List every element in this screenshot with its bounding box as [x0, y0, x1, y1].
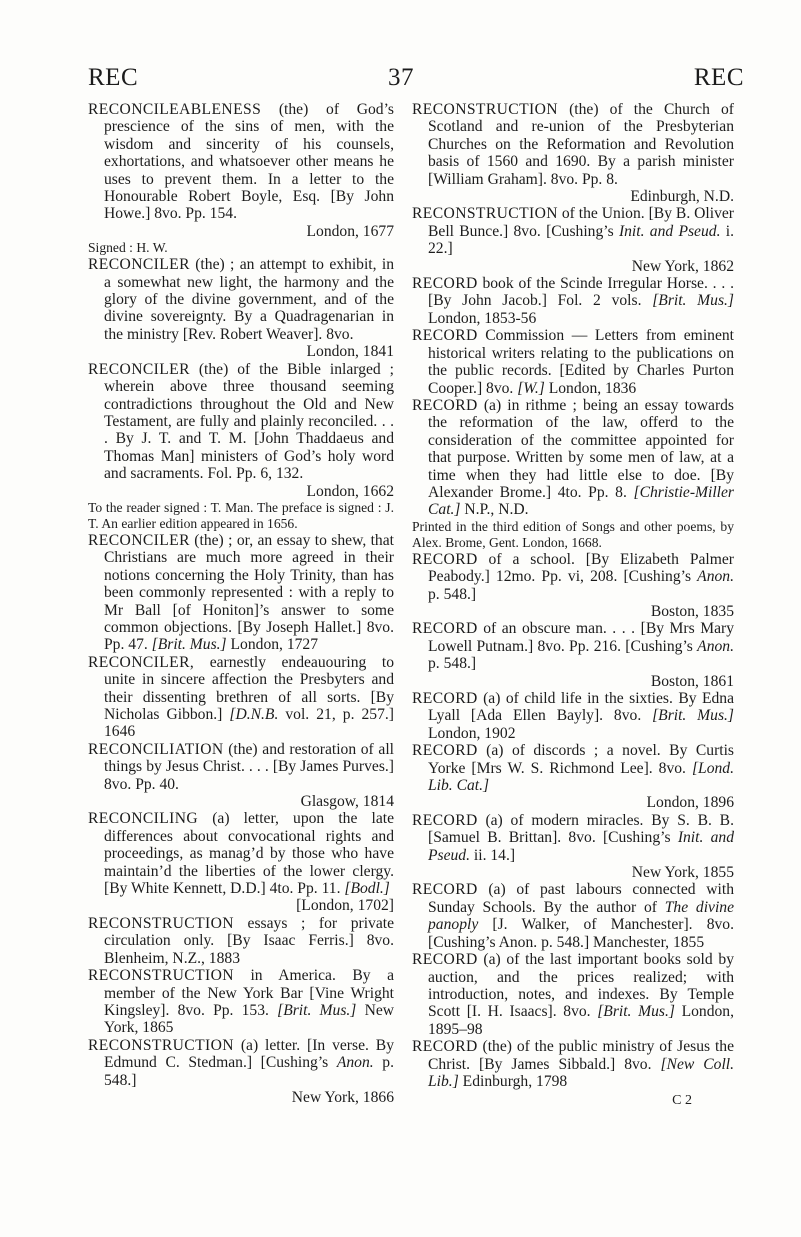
entry-tail: New York, 1865: [104, 1001, 395, 1037]
entry-heading: RECORD: [412, 951, 478, 969]
entry-imprint: London, 1677: [306, 222, 394, 240]
entry-source: [Brit. Mus.]: [652, 292, 734, 310]
header-right: REC: [693, 64, 744, 91]
header-left: REC: [88, 64, 139, 91]
entry-body: of a school. [By Elizabeth Palmer Peabody.] 12mo. Pp. vi, 208. [Cushing’s: [428, 550, 734, 586]
catalogue-entry: [88, 654, 394, 741]
entry-tail: [J. Walker, of Manchester]. 8vo. [Cushing’s Anon. p. 548.] Manchester, 1855: [428, 916, 734, 951]
catalogue-entry: [88, 361, 394, 532]
left-column: [88, 101, 394, 1106]
signature-mark: C 2: [672, 1093, 692, 1109]
catalogue-entry: [88, 1037, 394, 1107]
entry-tail: p. 548.]: [428, 585, 477, 603]
entry-heading: RECONCILING: [88, 810, 199, 828]
entry-tail: London, 1902: [428, 724, 516, 742]
entry-tail: London, 1895–98: [428, 1003, 734, 1038]
entry-imprint: London, 1662: [306, 482, 394, 500]
entry-heading: RECORD: [412, 550, 478, 568]
entry-source: The divine panoply: [428, 898, 735, 934]
entry-body: (the) ; or, an essay to shew, that Christians are much more agreed in their notions concerning the Holy Trinity, than has been commonly represented : with a reply to Mr Ball [of Honiton]’s answer to some common objections. [By Joseph Hallet.] 8vo. Pp. 47.: [104, 531, 394, 654]
entry-heading: RECONSTRUCTION: [412, 205, 558, 223]
entry-tail: i. 22.]: [428, 222, 734, 258]
entry-note: Printed in the third edition of Songs and other poems, by Alex. Brome, Gent. London, 1668.: [412, 518, 734, 550]
entry-source: Init. and Pseud.: [618, 222, 721, 240]
entry-source: [W.]: [517, 379, 545, 397]
entry-tail: London, 1853-56: [428, 309, 537, 327]
entry-imprint: [London, 1702]: [296, 897, 394, 915]
catalogue-entry: [412, 742, 734, 812]
catalogue-entry: [412, 551, 734, 621]
running-header: [0, 64, 801, 94]
entry-source: [New Coll. Lib.]: [428, 1055, 735, 1090]
entry-source: [Brit. Mus.]: [652, 707, 735, 725]
entry-imprint: London, 1841: [306, 343, 394, 361]
catalogue-entry: [412, 275, 734, 327]
catalogue-entry: [412, 620, 734, 690]
catalogue-entry: [412, 951, 734, 1038]
entry-source: Init. and Pseud.: [428, 829, 735, 864]
entry-imprint: New York, 1866: [291, 1088, 394, 1106]
entry-body: (a) of the last important books sold by auction, and the prices realized; with introduction, notes, and indexes. By Temple Scott [I. H. Isaacs]. 8vo.: [428, 951, 734, 1021]
right-column: [412, 101, 734, 1110]
catalogue-entry: [412, 101, 734, 205]
entry-imprint: London, 1896: [646, 794, 734, 812]
entry-imprint: New York, 1855: [631, 864, 734, 882]
entry-heading: RECONCILIATION: [88, 740, 224, 758]
entry-body: (a) of discords ; a novel. By Curtis Yorke [Mrs W. S. Richmond Lee]. 8vo.: [428, 742, 734, 777]
entry-heading: RECORD: [412, 690, 478, 707]
catalogue-entry: [88, 532, 394, 654]
entry-tail: vol. 21, p. 257.] 1646: [104, 706, 394, 741]
entry-source: [Brit. Mus.]: [597, 1003, 675, 1021]
entry-tail: Edinburgh, 1798: [458, 1072, 568, 1090]
entry-note: Signed : H. W.: [88, 240, 168, 256]
entry-heading: RECORD: [412, 881, 478, 899]
entry-tail: London, 1836: [544, 379, 637, 397]
catalogue-entry: [88, 967, 394, 1037]
catalogue-entry: [412, 881, 734, 951]
entry-body: (a) of modern miracles. By S. B. B. [Samuel B. Brittan]. 8vo. [Cushing’s: [428, 811, 734, 847]
catalogue-entry: [412, 812, 734, 882]
entry-source: [Brit. Mus.]: [151, 636, 227, 654]
catalogue-entry: [88, 741, 394, 811]
catalogue-entry: [88, 256, 394, 360]
entry-heading: RECONCILER: [88, 360, 190, 378]
entry-body: (the) of the Church of Scotland and re-union of the Presbyterian Churches on the Reformation and Revolution basis of 1560 and 1690. By a parish minister [William Graham]. 8vo. Pp. 8.: [428, 101, 734, 188]
entry-tail: London, 1727: [226, 636, 319, 654]
entry-heading: RECORD: [412, 396, 478, 414]
entry-heading: RECONSTRUCTION: [88, 1036, 234, 1054]
entry-body: book of the Scinde Irregular Horse. . . . [By John Jacob.] Fol. 2 vols.: [428, 275, 734, 310]
catalogue-entry: [412, 397, 734, 551]
entry-body: (the) of God’s prescience of the sins of men, with the wisdom and sincerity of his counsels, exhortations, and whatsoever other means he uses to prevent them. In a letter to the Honourable Robert Boyle, Esq. [By John Howe.] 8vo. Pp. 154.: [104, 101, 394, 223]
entry-heading: RECONCILEABLENESS: [88, 101, 262, 118]
entry-imprint: Boston, 1835: [650, 602, 734, 620]
entry-body: (the) and restoration of all things by Jesus Christ. . . . [By James Purves.] 8vo. Pp. 40.: [104, 740, 394, 793]
entry-source: Anon.: [336, 1054, 374, 1072]
entry-heading: RECORD: [412, 1038, 478, 1056]
entry-body: (a) letter. [In verse. By Edmund C. Stedman.] [Cushing’s: [104, 1036, 394, 1072]
entry-imprint: New York, 1862: [631, 257, 734, 275]
entry-imprint: Glasgow, 1814: [300, 793, 394, 811]
entry-body: (a) in rithme ; being an essay towards the reformation of the law, offerd to the consideration of the committee appointed for that purpose. Written by some men of law, at a time when they had little else to doe. [By Alexander Brome.] 4to. Pp. 8.: [428, 396, 734, 501]
entry-source: [Lond. Lib. Cat.]: [428, 759, 734, 795]
entry-body: in America. By a member of the New York Bar [Vine Wright Kingsley]. 8vo. Pp. 153.: [104, 967, 394, 1019]
entry-imprint: Boston, 1861: [650, 672, 734, 690]
catalogue-entry: [412, 327, 734, 397]
entry-source: [Brit. Mus.]: [277, 1001, 357, 1019]
entry-body: (a) of child life in the sixties. By Edna Lyall [Ada Ellen Bayly]. 8vo.: [428, 690, 734, 725]
entry-body: (a) letter, upon the late differences about convocational rights and proceedings, as manag’d by those who have maintain’d the liberties of the lower clergy. [By White Kennett, D.D.] 4to. Pp. 11.: [104, 810, 394, 898]
entry-body: essays ; for private circulation only. [By Isaac Ferris.] 8vo. Blenheim, N.Z., 1883: [104, 914, 394, 967]
entry-source: [Christie-Miller Cat.]: [428, 483, 734, 519]
entry-body: (the) of the public ministry of Jesus the Christ. [By James Sibbald.] 8vo.: [428, 1038, 734, 1073]
entry-body: (the) of the Bible inlarged ; wherein above three thousand seeming contradictions throughout the Old and New Testament, are fully and plainly reconciled. . . . By J. T. and T. M. [John Thaddaeus and Thomas Man] ministers of God’s holy word and sacraments. Fol. Pp. 6, 132.: [104, 360, 394, 483]
entry-heading: RECORD: [412, 742, 478, 760]
entry-source: [D.N.B.: [229, 706, 279, 723]
catalogue-entry: [412, 205, 734, 275]
entry-body: of an obscure man. . . . [By Mrs Mary Lowell Putnam.] 8vo. Pp. 216. [Cushing’s: [428, 620, 734, 655]
entry-heading: RECORD: [412, 275, 478, 293]
page-number: 37: [388, 64, 414, 91]
entry-tail: N.P., N.D.: [460, 501, 529, 519]
entry-source: Anon.: [697, 568, 734, 586]
entry-tail: p. 548.]: [428, 655, 477, 673]
entry-heading: RECORD: [412, 811, 478, 829]
entry-heading: RECONCILER: [88, 256, 190, 274]
catalogue-entry: [88, 810, 394, 914]
entry-body: Commission — Letters from eminent historical writers relating to the publications on the public records. [Edited by Charles Purton Cooper.] 8vo.: [428, 327, 734, 397]
entry-source: Anon.: [697, 637, 734, 655]
entry-heading: RECORD: [412, 327, 478, 345]
entry-heading: RECONSTRUCTION: [412, 101, 558, 118]
entry-heading: RECONSTRUCTION: [88, 967, 234, 985]
entry-heading: RECONCILER,: [88, 653, 195, 671]
entry-body: earnestly endeauouring to unite in sincere affection the Presbyters and their dissenting brethren of all sorts. [By Nicholas Gibbon.]: [104, 653, 394, 723]
entry-tail: p. 548.]: [104, 1054, 394, 1089]
catalogue-entry: [412, 1038, 734, 1090]
catalogue-entry: [88, 101, 394, 256]
entry-note: To the reader signed : T. Man. The preface is signed : J. T. An earlier edition appeared in 1656.: [88, 499, 394, 531]
entry-heading: RECORD: [412, 620, 478, 638]
entry-heading: RECONCILER: [88, 531, 190, 549]
entry-imprint: Edinburgh, N.D.: [630, 188, 734, 206]
entry-source: [Bodl.]: [344, 880, 390, 898]
catalogue-entry: [412, 690, 734, 742]
catalogue-entry: [88, 915, 394, 967]
entry-body: of the Union. [By B. Oliver Bell Bunce.] 8vo. [Cushing’s: [428, 205, 734, 240]
entry-body: (a) of past labours connected with Sunday Schools. By the author of: [428, 881, 734, 916]
entry-body: (the) ; an attempt to exhibit, in a somewhat new light, the harmony and the glory of the divine government, and of the divine sovereignty. By a Quadragenarian in the ministry [Rev. Robert Weaver]. 8vo.: [104, 256, 394, 343]
entry-tail: ii. 14.]: [470, 846, 516, 864]
entry-heading: RECONSTRUCTION: [88, 914, 234, 932]
